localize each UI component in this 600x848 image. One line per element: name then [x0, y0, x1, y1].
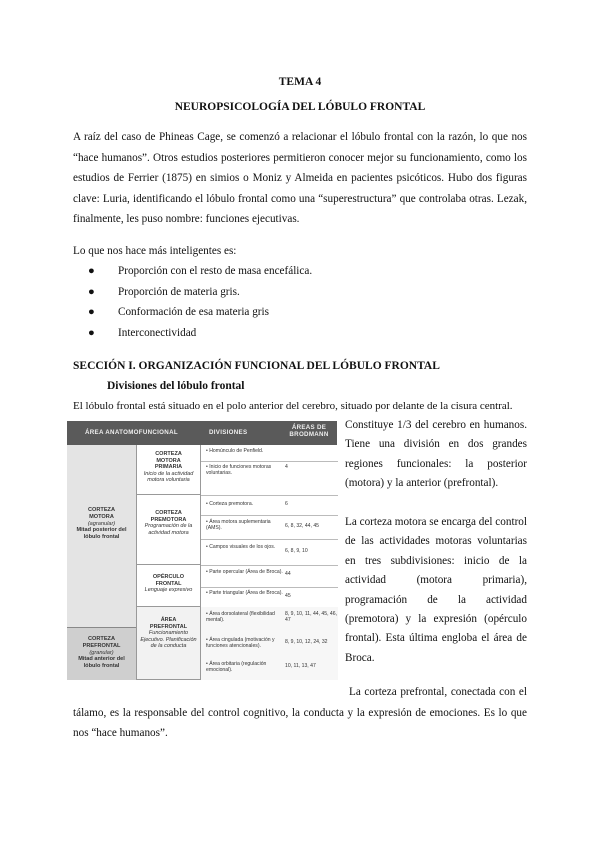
list-item: ● Proporción con el resto de masa encefálica.: [88, 261, 312, 282]
primaria-desc: Inicio de la actividad motora voluntaria: [143, 470, 194, 484]
header-divisiones: DIVISIONES: [209, 429, 248, 436]
table-row: • Corteza premotora. 6: [200, 495, 338, 516]
bullet-icon: ●: [88, 285, 95, 298]
list-item: ● Interconectividad: [88, 323, 312, 344]
primaria-title: CORTEZA MOTORA PRIMARIA: [154, 451, 183, 471]
area-pref-desc: Funcionamiento Ejecutivo. Planificación de la conducta: [140, 630, 197, 650]
table-row: • Área orbitaria (regulación emocional). 10, 11, 13, 47: [200, 657, 338, 680]
header-brodmann: ÁREAS DE BRODMANN: [289, 424, 329, 438]
prefrontal-paragraph: La corteza prefrontal, conectada con el tálamo, es la responsable del control cognitivo, la conducta y la expresión de emociones. Es lo que nos “hace humanos”.: [73, 686, 527, 740]
motora-title: CORTEZA MOTORA: [87, 507, 116, 520]
table-header: [67, 421, 337, 445]
motora-sub: (agranular): [87, 520, 116, 527]
table-row: • Parte triangular (Área de Broca). 45: [200, 587, 338, 608]
prefrontal-desc: Mitad anterior del lóbulo frontal: [78, 656, 125, 670]
motora-desc: Mitad posterior del lóbulo frontal: [76, 527, 127, 541]
side-paragraph-2: La corteza motora se encarga del control de las actividades motoras voluntarias en tres subdivisiones: inicio de la actividad (motora primaria), programación de la actividad (premotora) y la expresión (opérculo frontal). Esta última engloba el área de Broca.: [345, 516, 527, 664]
lobulo-paragraph: El lóbulo frontal está situado en el polo anterior del cerebro, situado por delante de la cisura central.: [73, 400, 513, 412]
bullet-icon: ●: [88, 306, 95, 319]
prefrontal-sub: (granular): [89, 649, 114, 656]
premotora-desc: Programación de la actividad motora: [144, 523, 193, 536]
section-heading: SECCIÓN I. ORGANIZACIÓN FUNCIONAL DEL LÓBULO FRONTAL: [73, 360, 440, 372]
operculo-title: OPÉRCULO FRONTAL: [152, 574, 185, 587]
primaria-cell: [136, 445, 200, 495]
intelligence-list: [88, 261, 312, 343]
motora-cell: [67, 445, 136, 628]
table-row: • Área cingulada (motivación y funciones atencionales). 8, 9, 10, 12, 24, 32: [200, 633, 338, 658]
table-row: • Área dorsolateral (flexibilidad mental). 8, 9, 10, 11, 44, 45, 46, 47: [200, 607, 338, 634]
area-pref-title: ÁREA PREFRONTAL: [149, 617, 188, 630]
bullet-icon: ●: [88, 326, 95, 339]
list-item: ● Conformación de esa materia gris: [88, 302, 312, 323]
list-item: ● Proporción de materia gris.: [88, 282, 312, 303]
area-prefrontal-cell: [136, 607, 200, 680]
bullet-icon: ●: [88, 265, 95, 277]
operculo-cell: [136, 565, 200, 607]
subsection-heading: Divisiones del lóbulo frontal: [107, 380, 245, 392]
table-row: • Homúnculo de Penfield.: [200, 445, 338, 462]
intro-paragraph: A raíz del caso de Phineas Cage, se comenzó a relacionar el lóbulo frontal con la razón, lo que nos “hace humanos”. Otros estudios posteriores permitieron conocer mejor su funcionamiento, como los estudios de Ferrier (1875) en simios o Moniz y Almeida en pacientes psicóticos. Hubo dos figuras clave: Luria, identificando el lóbulo frontal como una “superestructura” que controlaba otras. Lezak, finalmente, les puso nombre: funciones ejecutivas.: [73, 131, 527, 226]
table-row: • Inicio de funciones motoras voluntarias. 4: [200, 461, 338, 496]
tema-label: TEMA 4: [278, 76, 322, 88]
premotora-cell: [136, 495, 200, 565]
premotora-title: CORTEZA PREMOTORA: [150, 510, 187, 523]
table-row: • Parte opercular (Área de Broca). 44: [200, 565, 338, 588]
table-row: • Área motora suplementaria (AMS). 6, 8, 32, 44, 45: [200, 515, 338, 540]
side-paragraph-1: Constituye 1/3 del cerebro en humanos. Tiene una división en dos grandes regiones funcionales: la posterior (motora) y la anterior (prefrontal).: [345, 419, 527, 490]
operculo-desc: Lenguaje expresivo: [144, 587, 193, 594]
frontal-divisions-table: [67, 421, 337, 680]
list-intro: Lo que nos hace más inteligentes es:: [73, 245, 237, 257]
prefrontal-title: CORTEZA PREFRONTAL: [82, 636, 121, 649]
prefrontal-cell: [67, 628, 136, 680]
table-row: • Campos visuales de los ojos. 6, 8, 9, 10: [200, 539, 338, 566]
header-area: ÁREA ANATOMOFUNCIONAL: [85, 429, 178, 436]
page-title: NEUROPSICOLOGÍA DEL LÓBULO FRONTAL: [174, 101, 426, 113]
